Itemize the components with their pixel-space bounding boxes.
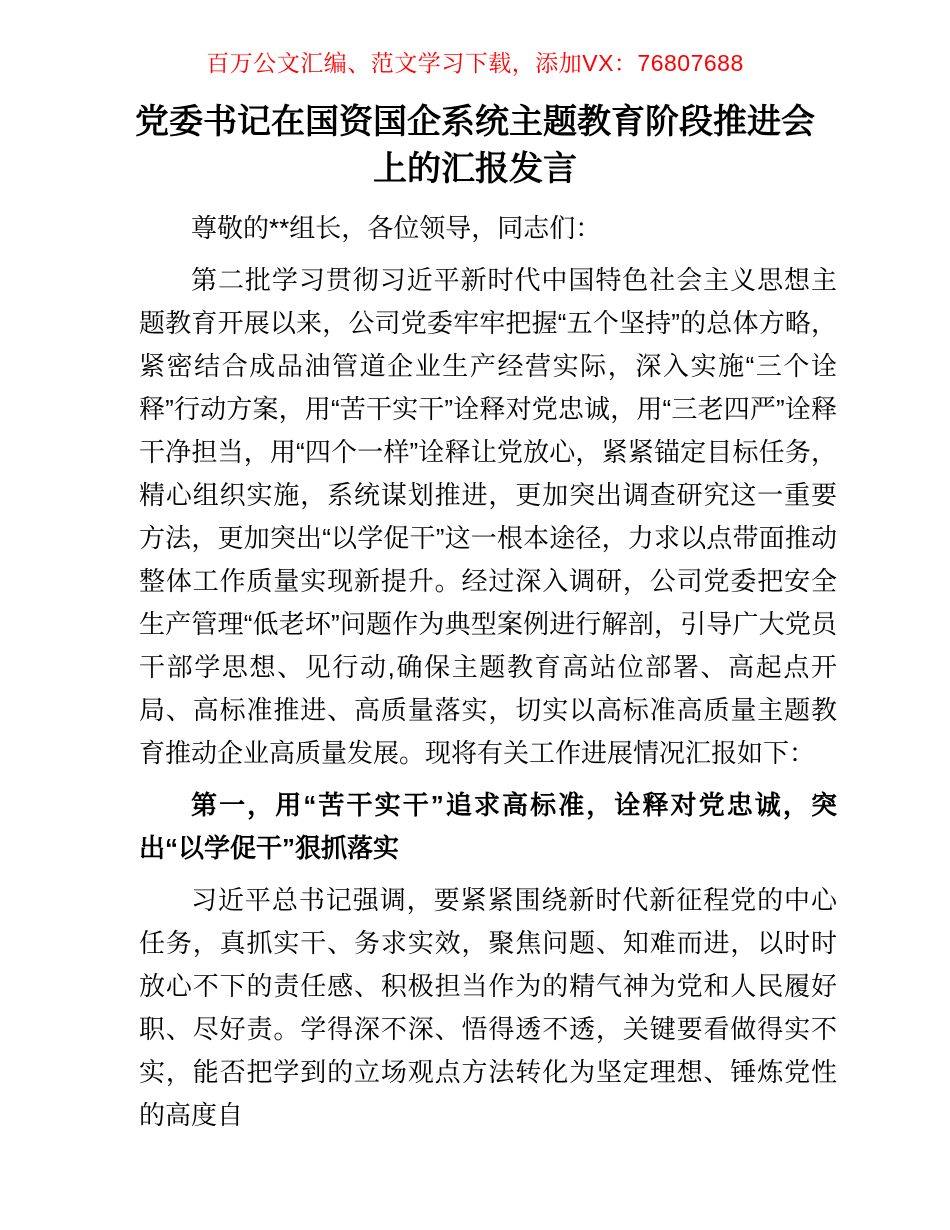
section-heading-1: 第一，用“苦干实干”追求高标准，诠释对党忠诚，突出“以学促干”狠抓落实 xyxy=(139,790,837,863)
section-1-paragraph: 习近平总书记强调，要紧紧围绕新时代新征程党的中心任务，真抓实干、务求实效，聚焦问题、知难而进，以时时放心不下的责任感、积极担当作为的精气神为党和人民履好职、尽好责。学得深不深、悟得透不透，关键要看做得实不实，能否把学到的立场观点方法转化为坚定理想、锤炼党性的高度自 xyxy=(139,885,837,1130)
salutation-paragraph: 尊敬的**组长，各位领导，同志们： xyxy=(191,213,602,243)
watermark-notice: 百万公文汇编、范文学习下载，添加VX：76807688 xyxy=(206,50,744,76)
document-body xyxy=(139,207,837,1137)
document-title: 党委书记在国资国企系统主题教育阶段推进会上的汇报发言 xyxy=(135,103,815,188)
intro-paragraph: 第二批学习贯彻习近平新时代中国特色社会主义思想主题教育开展以来，公司党委牢牢把握“五个坚持”的总体方略，紧密结合成品油管道企业生产经营实际，深入实施“三个诠释”行动方案，用“苦干实干”诠释对党忠诚，用“三老四严”诠释干净担当，用“四个一样”诠释让党放心，紧紧锚定目标任务，精心组织实施，系统谋划推进，更加突出调查研究这一重要方法，更加突出“以学促干”这一根本途径，力求以点带面推动整体工作质量实现新提升。经过深入调研，公司党委把安全生产管理“低老坏”问题作为典型案例进行解剖，引导广大党员干部学思想、见行动,确保主题教育高站位部署、高起点开局、高标准推进、高质量落实，切实以高标准高质量主题教育推动企业高质量发展。现将有关工作进展情况汇报如下： xyxy=(139,265,837,768)
